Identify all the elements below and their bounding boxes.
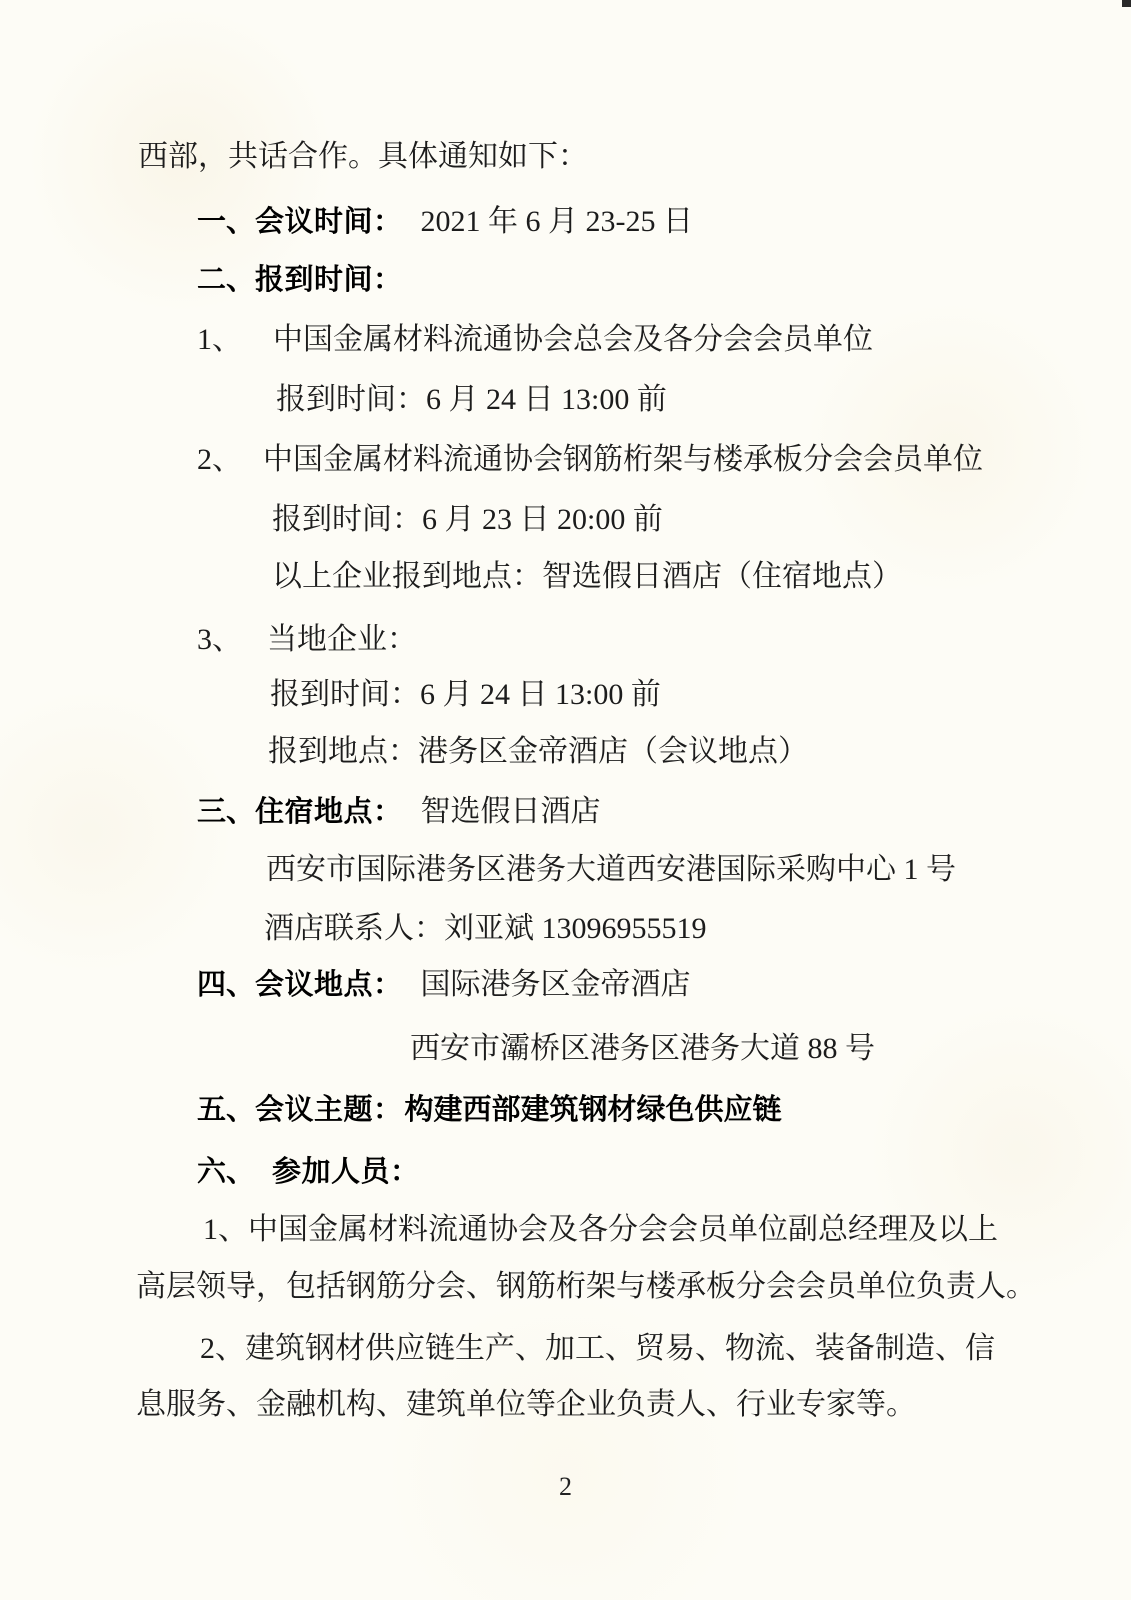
paragraph-text: 建筑钢材供应链生产、加工、贸易、物流、装备制造、信 — [245, 1332, 995, 1365]
list-item-local-companies — [197, 623, 417, 658]
heading-label: 会议主题： — [255, 1094, 403, 1126]
heading-value: 2021 年 6 月 23-25 日 — [420, 205, 694, 238]
heading-marker: 六、 — [197, 1156, 256, 1188]
heading-meeting-theme — [197, 1093, 782, 1128]
paragraph-participants-1-line-2: 高层领导，包括钢筋分会、钢筋桁架与楼承板分会会员单位负责人。 — [136, 1270, 1036, 1303]
paragraph-participants-1-line-1 — [203, 1213, 998, 1248]
list-item-member-units-2 — [197, 443, 983, 478]
detail-checkin-time-3: 报到时间：6 月 24 日 13:00 前 — [270, 678, 661, 711]
list-number: 1、 — [203, 1213, 248, 1246]
intro-line — [138, 140, 588, 175]
paragraph-participants-2-line-1 — [200, 1332, 995, 1367]
detail-hotel-address: 西安市国际港务区港务大道西安港国际采购中心 1 号 — [266, 853, 956, 886]
list-number: 3、 — [197, 623, 242, 656]
scan-artifact-corner — [1122, 0, 1131, 7]
paragraph-text: 中国金属材料流通协会及各分会会员单位副总经理及以上 — [248, 1213, 998, 1246]
heading-meeting-time — [197, 205, 693, 240]
heading-checkin-time — [197, 263, 403, 298]
heading-value: 构建西部建筑钢材绿色供应链 — [404, 1094, 782, 1126]
heading-marker: 二、 — [197, 264, 256, 296]
heading-value: 国际港务区金帝酒店 — [420, 968, 691, 1001]
detail-venue-address: 西安市灞桥区港务区港务大道 88 号 — [410, 1032, 875, 1065]
list-number: 2、 — [197, 443, 242, 476]
list-text: 当地企业： — [267, 623, 417, 656]
detail-checkin-place-3: 报到地点：港务区金帝酒店（会议地点） — [268, 735, 808, 768]
heading-accommodation — [197, 795, 601, 830]
list-text: 中国金属材料流通协会总会及各分会会员单位 — [273, 323, 873, 356]
page-number: 2 — [559, 1472, 572, 1501]
heading-marker: 四、 — [197, 969, 256, 1001]
heading-label: 参加人员： — [272, 1156, 420, 1188]
heading-label: 会议时间： — [255, 206, 403, 238]
list-text: 中国金属材料流通协会钢筋桁架与楼承板分会会员单位 — [263, 443, 983, 476]
heading-label: 报到时间： — [255, 264, 403, 296]
list-number: 1、 — [197, 323, 242, 356]
intro-text: 西部，共话合作。具体通知如下： — [138, 140, 588, 173]
heading-participants — [197, 1155, 420, 1190]
detail-checkin-time-2: 报到时间：6 月 23 日 20:00 前 — [272, 503, 663, 536]
detail-hotel-contact: 酒店联系人：刘亚斌 13096955519 — [264, 912, 707, 945]
list-number: 2、 — [200, 1332, 245, 1365]
heading-marker: 三、 — [197, 796, 256, 828]
heading-value: 智选假日酒店 — [420, 795, 601, 828]
heading-marker: 五、 — [197, 1094, 256, 1126]
paragraph-participants-2-line-2: 息服务、金融机构、建筑单位等企业负责人、行业专家等。 — [136, 1388, 916, 1421]
heading-meeting-place — [197, 968, 691, 1003]
detail-checkin-place-above: 以上企业报到地点：智选假日酒店（住宿地点） — [272, 560, 902, 593]
heading-label: 住宿地点： — [255, 796, 403, 828]
heading-label: 会议地点： — [255, 969, 403, 1001]
list-item-member-units-1 — [197, 323, 873, 358]
heading-marker: 一、 — [197, 206, 256, 238]
detail-checkin-time-1: 报到时间：6 月 24 日 13:00 前 — [276, 383, 667, 416]
